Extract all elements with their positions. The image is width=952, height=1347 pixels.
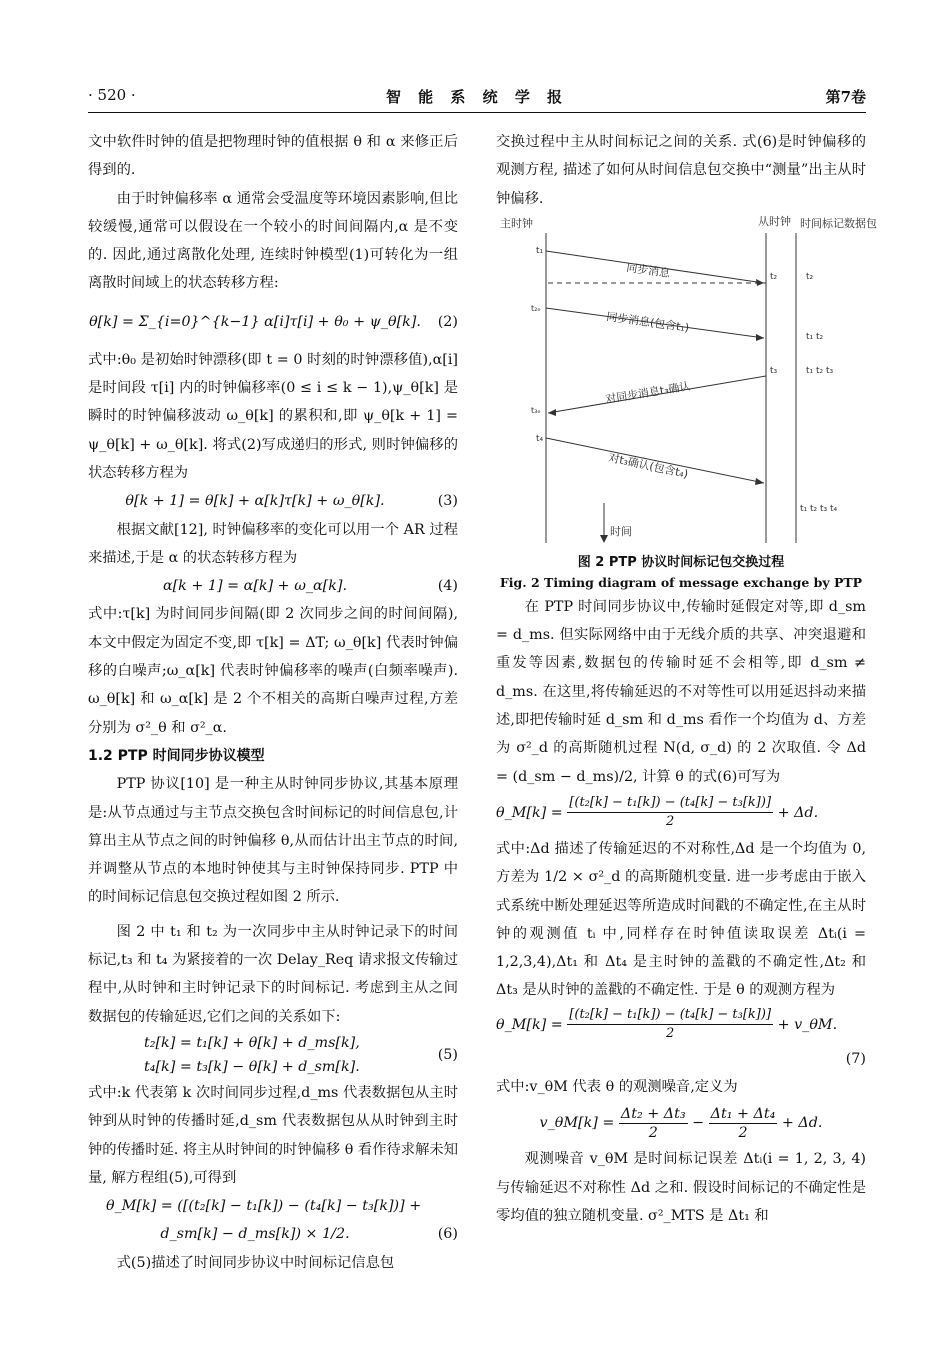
paragraph: 式中:v_θM 代表 θ 的观测噪音,定义为 xyxy=(496,1079,738,1096)
record-label: 时间标记数据包 xyxy=(800,216,877,230)
paragraph: 观测噪音 v_θM 是时间标记误差 Δtᵢ(i = 1, 2, 3, 4)与传输延迟不对称性 Δd 之和. 假设时间标记的不确定性是零均值的独立随机变量. σ²_MTS 是 Δt₁ 和 xyxy=(496,1151,866,1224)
paragraph: 根据文献[12], 时钟偏移率的变化可以用一个 AR 过程来描述,于是 α 的状态转移方程为 xyxy=(88,521,458,566)
t2-slave-label: t₂ xyxy=(770,271,778,282)
paragraph: 由于时钟偏移率 α 通常会受温度等环境因素影响,但比较缓慢,通常可以假设在一个较小的时间间隔内,α 是不变的. 因此,通过离散化处理, 连续时钟模型(1)可转化为一组离散时间域上的状态转移方程: xyxy=(88,190,458,292)
timing-diagram xyxy=(496,213,877,553)
equation-7-number: (7) xyxy=(845,1050,866,1067)
paragraph: 在 PTP 时间同步协议中,传输时延假定对等,即 d_sm = d_ms. 但实际网络中由于无线介质的共享、冲突退避和重发等因素,数据包的传输时延不会相等,即 d_sm ≠ d_ms. 在这里,将传输延迟的不对等性可以用延迟抖动来描述,即把传输时延 d_sm 和 d_ms 看作一个均值为 d、方差为 σ²_d 的高斯随机过程 N(d, σ_d) 的 2 次取值. 令 Δd = (d_sm − d_ms)/2, 计算 θ 的式(6)可写为 xyxy=(496,598,866,785)
equation-7: θ_M[k] = $\frac{\text{[(t₂[k] − t₁[k]) − (t₄[k] − t₃[k])]}}{2}$ + v_θM. xyxy=(496,1007,838,1042)
journal-name: 智 能 系 统 学 报 xyxy=(385,88,569,106)
header-rule xyxy=(88,112,866,113)
paragraph: 文中软件时钟的值是把物理时钟的值根据 θ 和 α 来修正后得到的. xyxy=(88,134,458,179)
page-number: · 520 · xyxy=(88,86,136,104)
paragraph: 式中:k 代表第 k 次时间同步过程,d_ms 代表数据包从主时钟到从时钟的传播时延,d_sm 代表数据包从从时钟到主时钟的传播时延. 将主从时钟间的时钟偏移 θ 看作待求解未知量, 解方程组(5),可得到 xyxy=(88,1084,458,1186)
volume-label: 第7卷 xyxy=(825,88,866,106)
figure-caption-cn: 图 2 PTP 协议时间标记包交换过程 xyxy=(577,554,785,570)
equation-6: θ_M[k] = ([(t₂[k] − t₁[k]) − (t₄[k] − t₃[k])] + d_sm[k] − d_ms[k]) × 1/2. (6) xyxy=(106,1198,458,1243)
msg2-label: 同步消息(包含t₁) xyxy=(605,309,690,335)
t3e-label: t₃ₑ xyxy=(531,405,541,415)
slave-label: 从时钟 xyxy=(758,214,791,228)
equation-3: θ[k + 1] = θ[k] + α[k]τ[k] + ω_θ[k]. (3) xyxy=(125,493,458,510)
equation-5: t₂[k] = t₁[k] + θ[k] + d_ms[k], t₄[k] = t₃[k] − θ[k] + d_sm[k]. (5) xyxy=(144,1034,458,1075)
paragraph: 式(5)描述了时间同步协议中时间标记信息包 xyxy=(116,1254,395,1271)
paragraph: PTP 协议[10] 是一种主从时钟同步协议,其基本原理是:从节点通过与主节点交换包含时间标记的时间信息包,计算出主从节点之间的时钟偏移 θ,从而估计出主节点的时间,并调整从节点的本地时钟使其与主时钟保持同步. PTP 中的时间标记信息包交换过程如图 2 所示. xyxy=(88,776,458,906)
t4-label: t₄ xyxy=(536,433,544,444)
figure-caption-en: Fig. 2 Timing diagram of message exchange by PTP xyxy=(499,574,863,590)
left-column xyxy=(88,128,458,1277)
page-header xyxy=(88,86,866,110)
msg1-label: 同步消息 xyxy=(625,260,671,280)
t1t2t3-label: t₁ t₂ t₃ xyxy=(806,365,834,376)
right-column xyxy=(496,128,877,1230)
paragraph: 式中:τ[k] 为时间同步间隔(即 2 次同步之间的时间间隔),本文中假定为固定不变,即 τ[k] = ΔT; ω_θ[k] 代表时钟偏移的白噪声;ω_α[k] 代表时钟偏移率的噪声(白频率噪声). ω_θ[k] 和 ω_α[k] 是 2 个不相关的高斯白噪声过程,方差分别为 σ²_θ 和 σ²_α. xyxy=(88,606,458,736)
t3-label: t₃ xyxy=(770,365,778,376)
paragraph: 式中:Δd 描述了传输延迟的不对称性,Δd 是一个均值为 0,方差为 1/2 × σ²_d 的高斯随机变量. 进一步考虑由于嵌入式系统中断处理延迟等所造成时间戳的不确定性,在主从时钟的观测值 tᵢ 中,同样存在时钟值读取误差 Δtᵢ(i = 1,2,3,4),Δt₁ 和 Δt₄ 是主时钟的盖戳的不确定性,Δt₂ 和 Δt₃ 是从时钟的盖戳的不确定性. 于是 θ 的观测方程为 xyxy=(496,840,866,999)
t1t2-label: t₁ t₂ xyxy=(806,331,824,342)
equation-4: α[k + 1] = α[k] + ω_α[k]. (4) xyxy=(162,578,458,595)
t2-record-label: t₂ xyxy=(806,271,814,282)
master-label: 主时钟 xyxy=(500,216,533,230)
equation-2: θ[k] = Σ_{i=0}^{k−1} α[i]τ[i] + θ₀ + ψ_θ[k]. (2) xyxy=(89,313,458,330)
msg3-label: 对同步消息t₃确认 xyxy=(604,379,692,406)
equation-8: v_θM[k] = $\frac{\text{Δt₂ + Δt₃}}{2}$ − $\frac{\text{Δt₁ + Δt₄}}{2}$ + Δd. xyxy=(539,1105,823,1141)
paragraph: 式中:θ₀ 是初始时钟漂移(即 t = 0 时刻的时钟漂移值),α[i] 是时间段 τ[i] 内的时钟偏移率(0 ≤ i ≤ k − 1),ψ_θ[k] 是瞬时的时钟偏移波动 ω_θ[k] 的累积和,即 ψ_θ[k + 1] = ψ_θ[k] + ω_θ[k]. 将式(2)写成递归的形式, 则时钟偏移的状态转移方程为 xyxy=(88,351,458,481)
t1t2t3t4-label: t₁ t₂ t₃ t₄ xyxy=(800,503,838,514)
paragraph: 图 2 中 t₁ 和 t₂ 为一次同步中主从时钟记录下的时间标记,t₃ 和 t₄ 为紧接着的一次 Delay_Req 请求报文传输过程中,从时钟和主时钟记录下的时间标记. 考虑到主从之间数据包的传输延迟,它们之间的关系如下: xyxy=(88,923,458,1025)
paragraph: 交换过程中主从时间标记之间的关系. 式(6)是时钟偏移的观测方程, 描述了如何从时间信息包交换中“测量”出主从时钟偏移. xyxy=(496,134,866,207)
msg4-label: 对t₃确认(包含t₄) xyxy=(607,451,690,481)
section-heading: 1.2 PTP 时间同步协议模型 xyxy=(88,747,265,764)
equation-6b: θ_M[k] = $\frac{\text{[(t₂[k] − t₁[k]) − (t₄[k] − t₃[k])]}}{2}$ + Δd. xyxy=(496,795,819,830)
figure-2-timing-diagram xyxy=(496,213,877,553)
t2e-label: t₂ₑ xyxy=(531,303,541,313)
t1-label: t₁ xyxy=(536,245,544,256)
time-label: 时间 xyxy=(610,524,632,538)
